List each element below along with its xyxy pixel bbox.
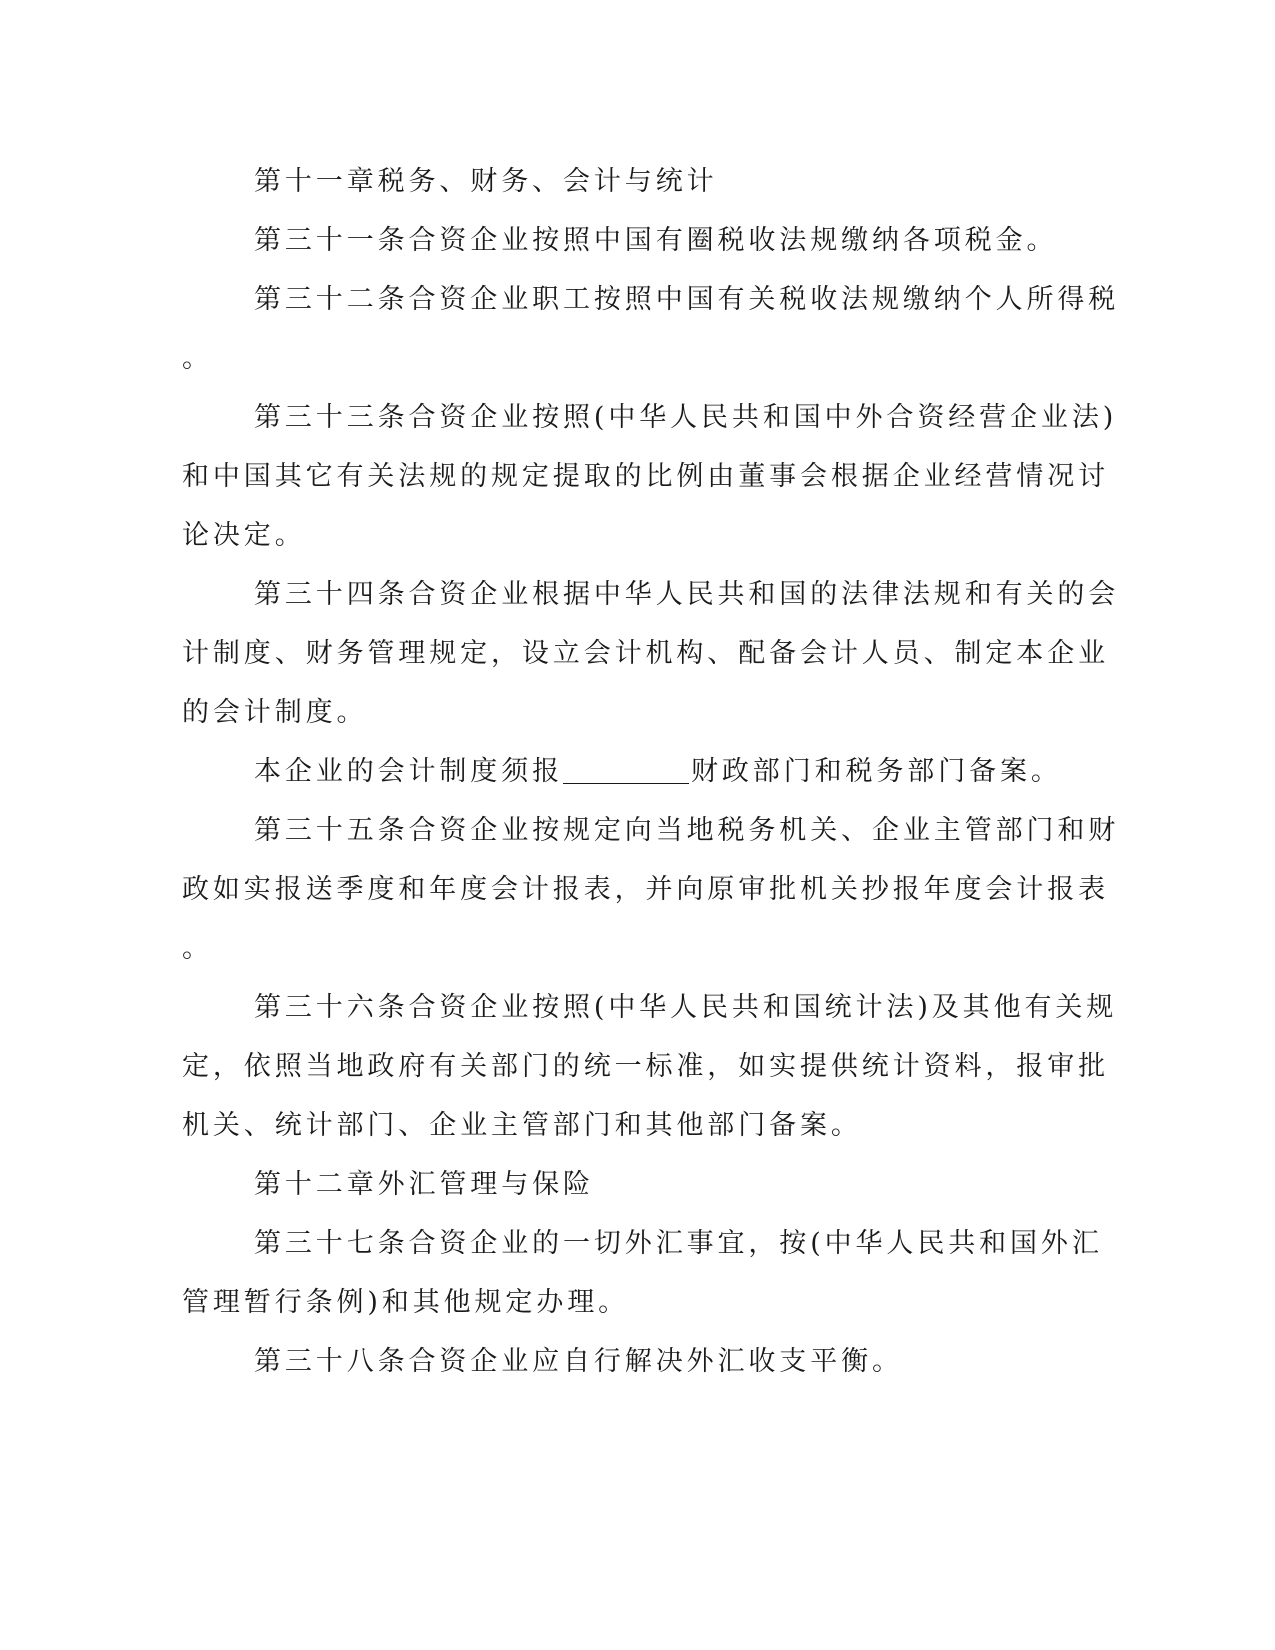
document-page	[182, 152, 1120, 1391]
fill-in-blank	[563, 755, 689, 784]
article-36-line-3: 机关、统计部门、企业主管部门和其他部门备案。	[182, 1110, 862, 1141]
article-35-line-2: 政如实报送季度和年度会计报表，并向原审批机关抄报年度会计报表	[182, 874, 1109, 905]
filing-text-after: 财政部门和税务部门备案。	[691, 756, 1062, 787]
article-34-line-2: 计制度、财务管理规定，设立会计机构、配备会计人员、制定本企业	[182, 638, 1109, 669]
article-36-line-1: 第三十六条合资企业按照(中华人民共和国统计法)及其他有关规	[254, 992, 1118, 1023]
article-32-line-1: 第三十二条合资企业职工按照中国有关税收法规缴纳个人所得税	[254, 284, 1120, 315]
article-34-line-1: 第三十四条合资企业根据中华人民共和国的法律法规和有关的会	[254, 579, 1120, 610]
article-33-line-1: 第三十三条合资企业按照(中华人民共和国中外合资经营企业法)	[254, 402, 1118, 433]
article-34-line-3: 的会计制度。	[182, 697, 368, 728]
filing-text-before: 本企业的会计制度须报	[254, 756, 563, 787]
article-37-line-1: 第三十七条合资企业的一切外汇事宜，按(中华人民共和国外汇	[254, 1228, 1103, 1259]
article-37-line-2: 管理暂行条例)和其他规定办理。	[182, 1287, 630, 1318]
article-33-line-3: 论决定。	[182, 520, 306, 551]
accounting-filing-line	[182, 742, 1062, 801]
article-36-line-2: 定，依照当地政府有关部门的统一标准，如实提供统计资料，报审批	[182, 1051, 1109, 1082]
article-35-line-3: 。	[182, 933, 213, 964]
article-38: 第三十八条合资企业应自行解决外汇收支平衡。	[254, 1346, 903, 1377]
article-35-line-1: 第三十五条合资企业按规定向当地税务机关、企业主管部门和财	[254, 815, 1120, 846]
article-33-line-2: 和中国其它有关法规的规定提取的比例由董事会根据企业经营情况讨	[182, 461, 1109, 492]
chapter-11-heading: 第十一章税务、财务、会计与统计	[254, 166, 718, 197]
chapter-12-heading: 第十二章外汇管理与保险	[254, 1169, 594, 1200]
article-31: 第三十一条合资企业按照中国有圈税收法规缴纳各项税金。	[254, 225, 1058, 256]
article-32-line-2: 。	[182, 343, 213, 374]
